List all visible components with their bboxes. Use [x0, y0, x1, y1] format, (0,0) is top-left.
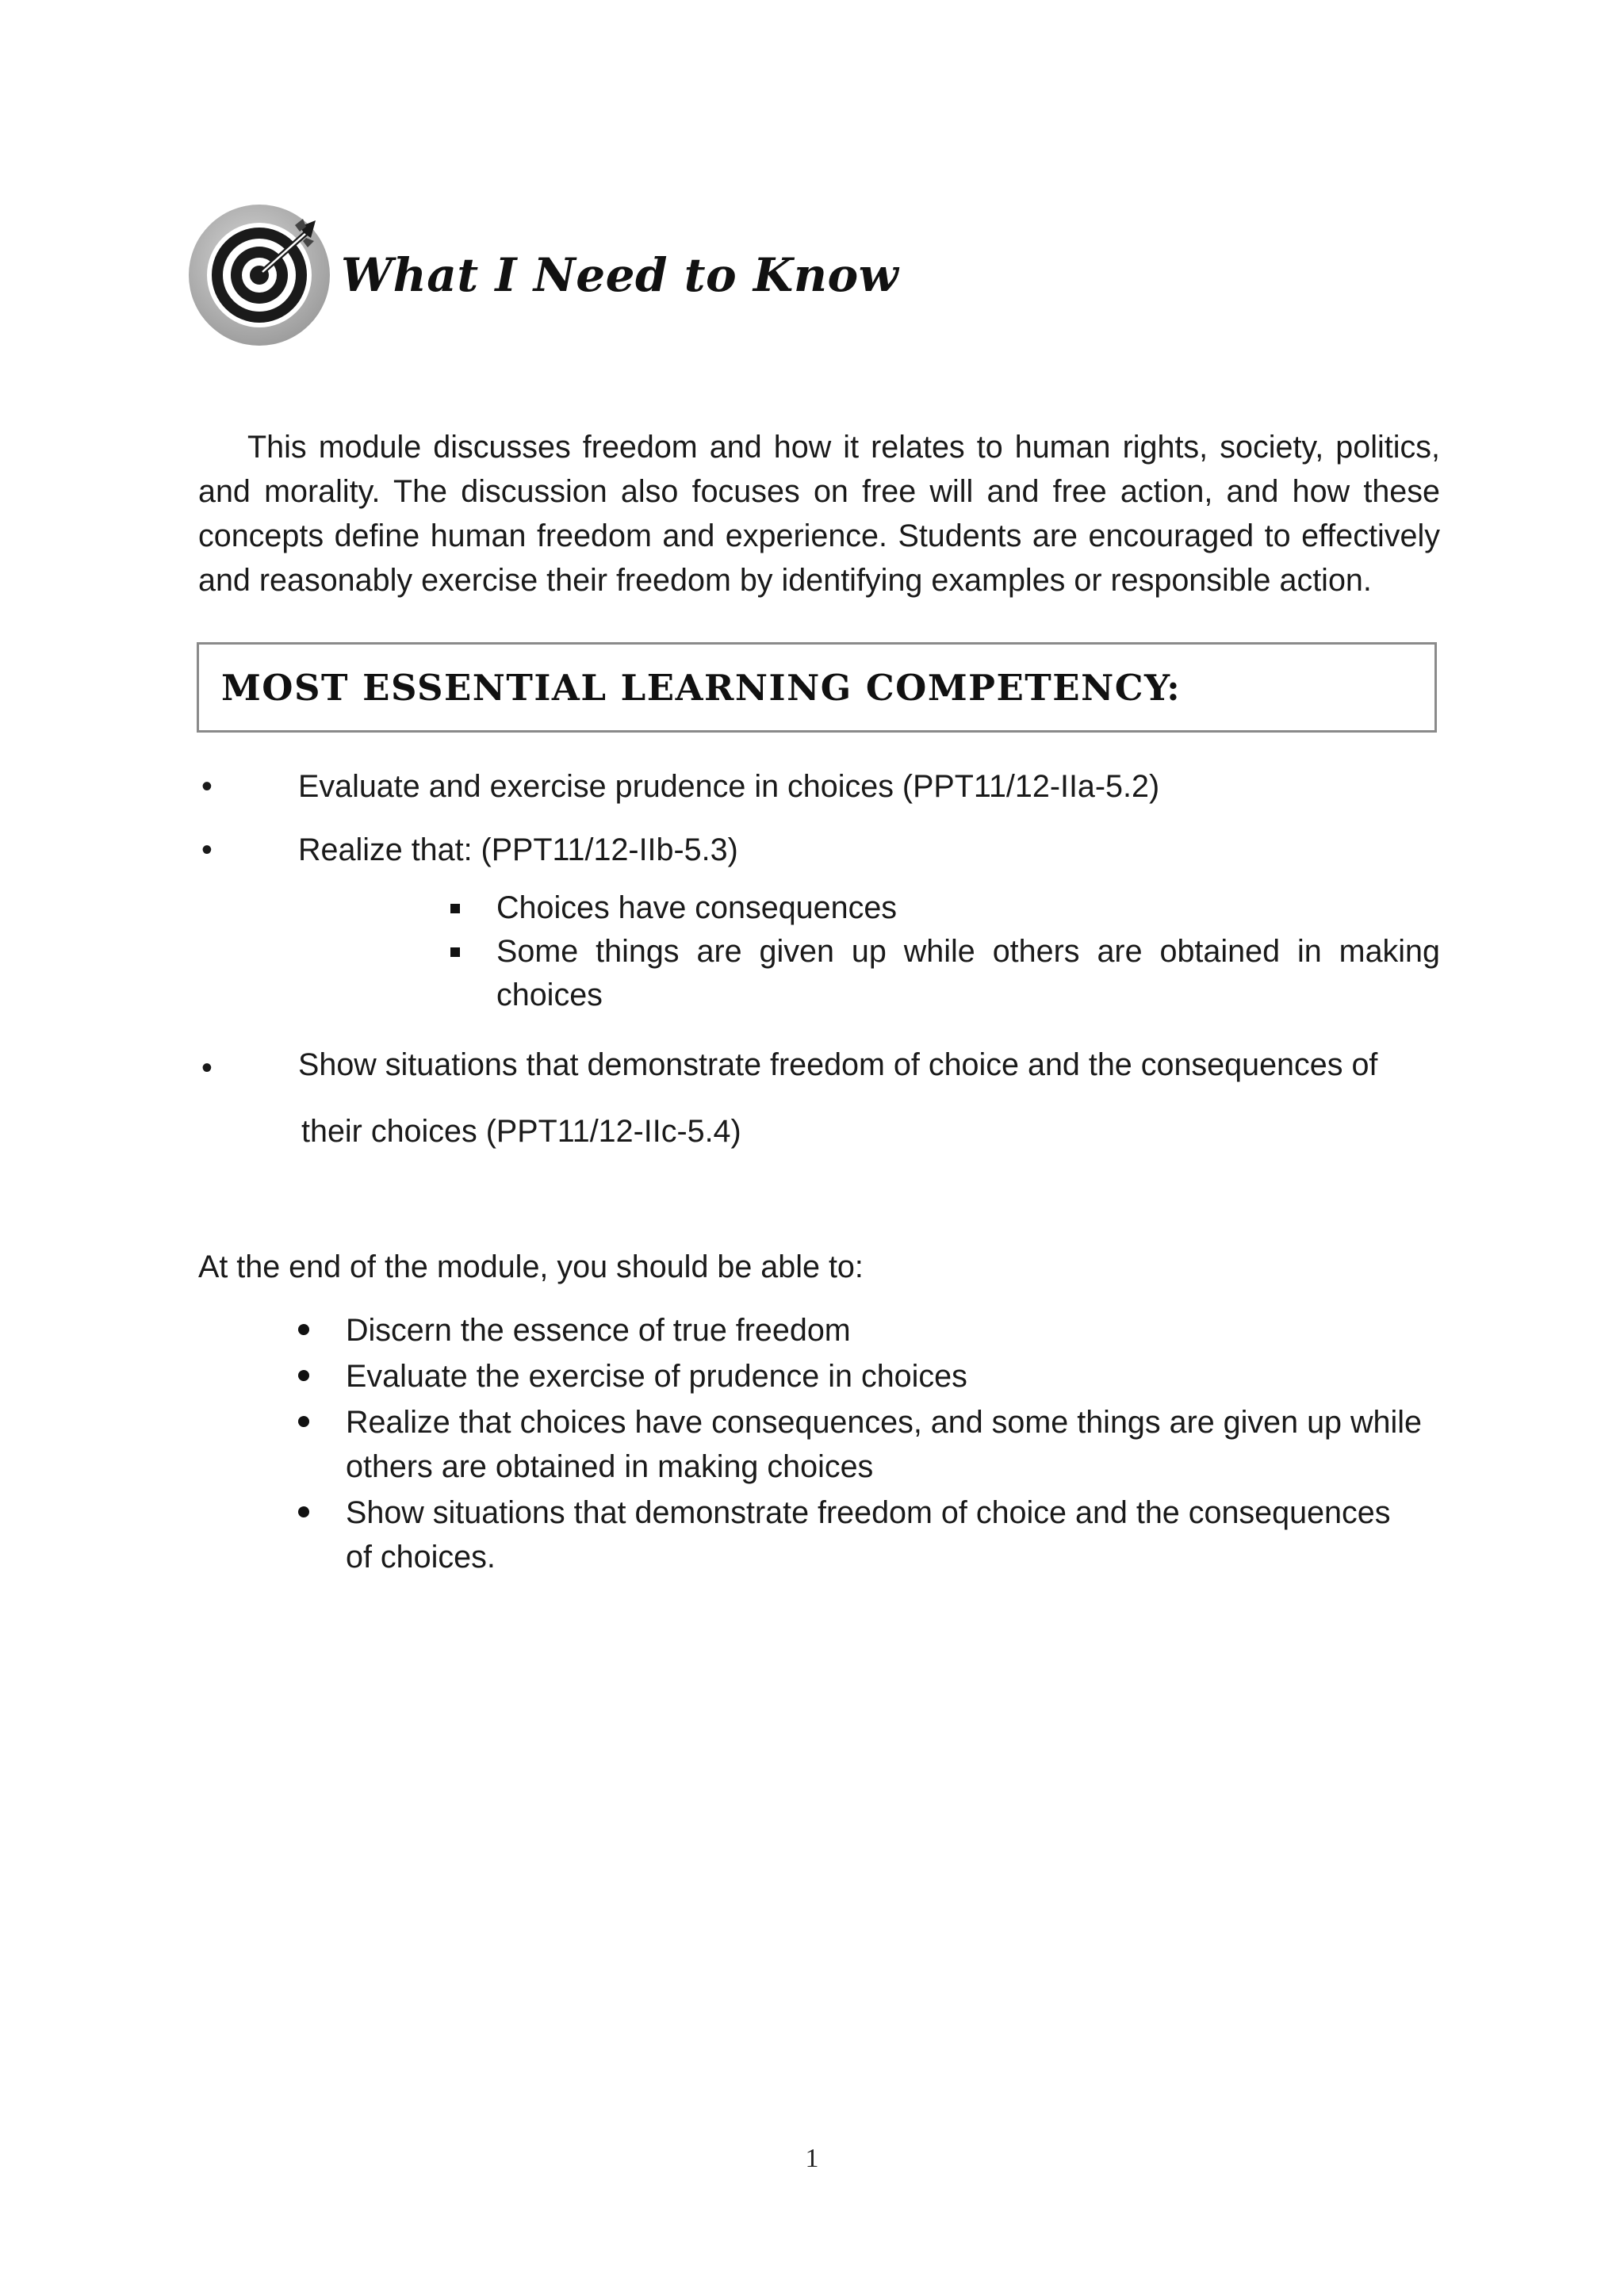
objectives-list: [346, 1308, 1424, 1581]
objective-item: [346, 1354, 1424, 1399]
target-arrow-icon: [187, 203, 331, 347]
page-number: 1: [805, 2144, 819, 2173]
round-bullet-icon: [298, 1324, 309, 1335]
bullet: •: [201, 1050, 213, 1085]
competency-box: [197, 642, 1437, 733]
section-title: What I Need to Know: [341, 248, 899, 302]
competency-item: [198, 764, 1440, 809]
competency-heading: MOST ESSENTIAL LEARNING COMPETENCY:: [221, 666, 1182, 709]
competency-sub-item-text: Some things are given up while others are obtained in making choices: [496, 934, 1440, 1012]
competency-item: [198, 1035, 1440, 1154]
intro-paragraph: This module discusses freedom and how it relates to human rights, society, politics, and morality. The discussion also focuses on free will and free action, and how these concepts define human freedom and experience. Students are encouraged to effectively and reasonably exercise their freedom by identifying examples or responsible action.: [198, 429, 1440, 598]
competency-item-text: Evaluate and exercise prudence in choices (PPT11/12-IIa-5.2): [298, 769, 1160, 804]
objective-item: [346, 1400, 1424, 1489]
objective-text: Realize that choices have consequences, and some things are given up while others are obtained in making choices: [346, 1405, 1423, 1484]
objective-item: [346, 1490, 1424, 1579]
section-header: [187, 200, 898, 350]
bullet: •: [201, 832, 213, 867]
competency-item-text: Realize that: (PPT11/12-IIb-5.3): [298, 832, 738, 867]
square-bullet-icon: [450, 904, 460, 913]
competency-sub-item: [496, 930, 1440, 1017]
bullet: •: [201, 769, 213, 804]
objective-text: Discern the essence of true freedom: [346, 1313, 851, 1348]
objective-text: Show situations that demonstrate freedom of choice and the consequences of choices.: [346, 1495, 1391, 1575]
round-bullet-icon: [298, 1370, 309, 1381]
competency-item-text-continued: their choices (PPT11/12-IIc-5.4): [301, 1114, 741, 1149]
competency-sub-item: [496, 886, 1440, 930]
round-bullet-icon: [298, 1506, 309, 1517]
competency-sub-item-text: Choices have consequences: [496, 890, 898, 925]
competency-list: [198, 764, 1440, 1154]
competency-sub-list: [198, 886, 1440, 1017]
round-bullet-icon: [298, 1416, 309, 1427]
objective-text: Evaluate the exercise of prudence in choices: [346, 1359, 967, 1394]
competency-item-text: Show situations that demonstrate freedom of choice and the consequences of: [298, 1047, 1378, 1082]
square-bullet-icon: [450, 947, 460, 957]
competency-item: [198, 828, 1440, 872]
objective-item: [346, 1308, 1424, 1353]
objectives-intro: At the end of the module, you should be able to:: [198, 1249, 864, 1284]
